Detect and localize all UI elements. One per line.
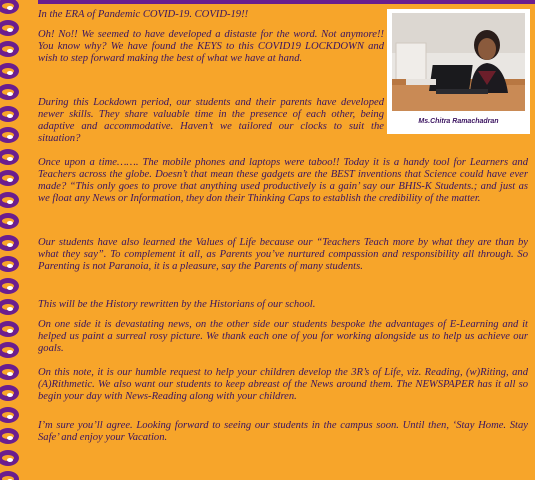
paragraph-mobile-phones: Once upon a time……. The mobile phones and laptops were taboo!! Today it is a handy tool for Learners and Teachers across the globe. Doesn’t that mean these gadgets are the BEST inventions that Science could have ever made? “This only goes to prove that anything used productively is a gain’ say our BHIS-K Students.; and just as we float any News or Information, they don their Thinking Caps to establish the credibility of the matter.: [38, 157, 528, 205]
paragraph-values-of-life: Our students have also learned the Values of Life because our “Teachers Teach more by what they are than by what they say”. To complement it all, as Parents you’ve nurtured compassion and responsibility all through. So Parenting is not Paranoia, it is a pleasure, say the Parents of many students.: [38, 237, 528, 273]
border-ring: [0, 170, 19, 186]
border-ring: [0, 385, 19, 401]
paragraph-history: This will be the History rewritten by the Historians of our school.: [38, 299, 316, 310]
principal-photo-frame: [387, 9, 530, 134]
photo-caption: Ms.Chitra Ramachadran: [418, 118, 499, 125]
border-ring: [0, 450, 19, 466]
paragraph-3rs: On this note, it is our humble request to help your children develop the 3R’s of Life, viz. Reading, (w)Riting, and (A)Rithmetic. We also want our students to keep abreast of the News around them. The NEWSPAPER has it all so begin your day with News-Reading along with your children.: [38, 367, 528, 403]
border-ring: [0, 84, 19, 100]
border-ring: [0, 106, 19, 122]
border-ring: [0, 149, 19, 165]
border-ring: [0, 127, 19, 143]
border-ring: [0, 299, 19, 315]
border-ring: [0, 213, 19, 229]
principal-photo: [392, 13, 525, 111]
paragraph-e-learning: On one side it is devastating news, on the other side our students bespoke the advantages of E-Learning and it helped us paint a surreal rosy picture. We thank each one of you for working alongside us to help us achieve our goals.: [38, 319, 528, 355]
border-ring: [0, 471, 19, 480]
border-ring: [0, 407, 19, 423]
border-ring: [0, 278, 19, 294]
border-ring: [0, 342, 19, 358]
decorative-ring-border: [0, 0, 30, 480]
border-ring: [0, 0, 19, 14]
border-ring: [0, 192, 19, 208]
border-ring: [0, 235, 19, 251]
paragraph-intro-heading: In the ERA of Pandemic COVID-19. COVID-19!!: [38, 9, 249, 20]
paragraph-lockdown-skills: During this Lockdown period, our students and their parents have developed newer skills. They share valuable time in the presence of each other, being adaptive and accommodative. Haven’t we tailored our clocks to suit the situation?: [38, 97, 384, 145]
border-ring: [0, 63, 19, 79]
border-ring: [0, 41, 19, 57]
border-ring: [0, 428, 19, 444]
border-ring: [0, 364, 19, 380]
border-ring: [0, 321, 19, 337]
border-ring: [0, 256, 19, 272]
border-ring: [0, 20, 19, 36]
paragraph-keys: Oh! No!! We seemed to have developed a distaste for the word. Not anymore!! You know why? We have found the KEYS to this COVID19 LOCKDOWN and wish to step forward making the best of what we have at hand.: [38, 29, 384, 65]
top-divider: [38, 0, 535, 4]
paragraph-closing: I’m sure you’ll agree. Looking forward to seeing our students in the campus soon. Until then, ‘Stay Home. Stay Safe’ and enjoy your Vacation.: [38, 420, 528, 444]
